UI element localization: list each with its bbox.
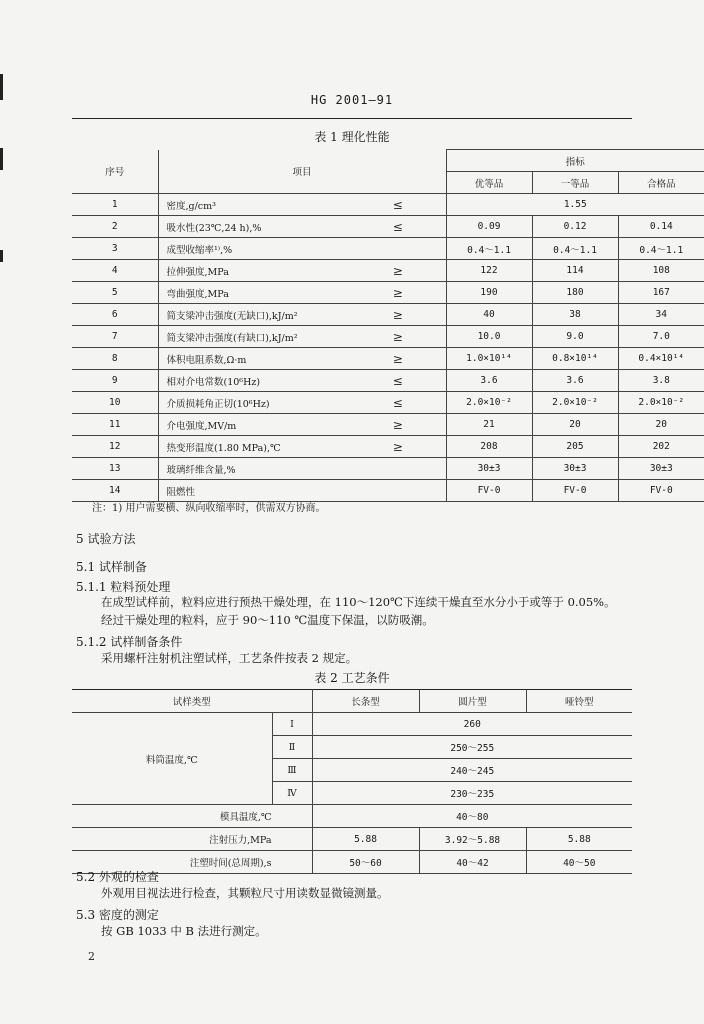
table1-cell-item: 热变形温度(1.80 MPa),℃: [158, 436, 350, 458]
table2: [72, 689, 632, 874]
table1-cell-grade-c: 34: [618, 304, 704, 326]
table1-caption: 表 1 理化性能: [314, 130, 390, 144]
table1-cell-grade-b: 0.4～1.1: [532, 238, 618, 260]
table1-cell-grade-a: 21: [446, 414, 532, 436]
table2-time-value: 50～60: [312, 851, 419, 874]
table2-head-dumbbell: 哑铃型: [526, 690, 632, 713]
table1-cell-no: 4: [72, 260, 158, 282]
table1-cell-symbol: [350, 238, 446, 260]
table1-head-grade-c: 合格品: [618, 172, 704, 194]
table1-cell-item: 体积电阻系数,Ω·m: [158, 348, 350, 370]
table1-cell-item: 简支梁冲击强度(无缺口),kJ/m²: [158, 304, 350, 326]
table2-pressure-label: 注射压力,MPa: [72, 828, 312, 851]
table1-cell-symbol: ≤: [350, 194, 446, 216]
section52-para1: 外观用目视法进行检查，其颗粒尺寸用读数显微镜测量。: [101, 886, 389, 900]
table1-cell-item: 介质损耗角正切(10⁶Hz): [158, 392, 350, 414]
section511-title: 5.1.1 粒料预处理: [76, 580, 171, 594]
table1-cell-symbol: ≥: [350, 282, 446, 304]
table2-zone-value: 230～235: [312, 782, 632, 805]
table1-cell-grade-a: 3.6: [446, 370, 532, 392]
table1-cell-no: 13: [72, 458, 158, 480]
table1-cell-grade-b: 0.8×10¹⁴: [532, 348, 618, 370]
table1-row: [72, 238, 704, 260]
section53-title: 5.3 密度的测定: [76, 908, 159, 922]
table1-cell-item: 拉伸强度,MPa: [158, 260, 350, 282]
table1-cell-item: 介电强度,MV/m: [158, 414, 350, 436]
table1-cell-grade-a: 10.0: [446, 326, 532, 348]
table2-zone: Ⅱ: [272, 736, 312, 759]
table1-cell-grade-a: 0.09: [446, 216, 532, 238]
table1-cell-grade-a: 190: [446, 282, 532, 304]
table1-cell-grade-c: 108: [618, 260, 704, 282]
table1-row: [72, 260, 704, 282]
table1-cell-item: 吸水性(23℃,24 h),%: [158, 216, 350, 238]
table1-cell-no: 14: [72, 480, 158, 502]
table1-cell-symbol: ≥: [350, 348, 446, 370]
table1-cell-grade-c: 30±3: [618, 458, 704, 480]
table1-note: 注：1) 用户需要横、纵向收缩率时，供需双方协商。: [92, 503, 326, 514]
table1-cell-symbol: ≥: [350, 436, 446, 458]
table1-cell-symbol: [350, 458, 446, 480]
table1-cell-grade-c: 0.4×10¹⁴: [618, 348, 704, 370]
table2-pressure-value: 5.88: [526, 828, 632, 851]
table2-time-value: 40～42: [419, 851, 526, 874]
table1-row: [72, 282, 704, 304]
table1-cell-grade-c: 167: [618, 282, 704, 304]
table2-head-long: 长条型: [312, 690, 419, 713]
table1-cell-grade-c: 202: [618, 436, 704, 458]
table2-barrel-label: 料筒温度,℃: [72, 713, 272, 805]
table1-cell-no: 6: [72, 304, 158, 326]
table1-cell-symbol: ≤: [350, 370, 446, 392]
table2-zone-value: 240～245: [312, 759, 632, 782]
page-number: 2: [88, 950, 95, 963]
table1-cell-symbol: ≥: [350, 260, 446, 282]
table1-head-no: 序号: [72, 150, 158, 194]
table1-cell-grade-c: 20: [618, 414, 704, 436]
table1-cell-grade-b: 0.12: [532, 216, 618, 238]
table1-cell-symbol: ≥: [350, 304, 446, 326]
table1-cell-no: 8: [72, 348, 158, 370]
table1-cell-item: 密度,g/cm³: [158, 194, 350, 216]
scan-edge-mark: [0, 148, 3, 170]
table1-cell-item: 阻燃性: [158, 480, 350, 502]
section511-para2: 经过干燥处理的粒料，应于 90～110 ℃温度下保温，以防吸潮。: [101, 613, 434, 627]
table1-cell-symbol: ≥: [350, 326, 446, 348]
table1-cell-symbol: [350, 480, 446, 502]
header-rule: [72, 118, 632, 119]
table1-cell-grade-a: 208: [446, 436, 532, 458]
table2-caption: 表 2 工艺条件: [314, 671, 390, 685]
section51-title: 5.1 试样制备: [76, 560, 147, 574]
table1-row: [72, 194, 704, 216]
table1-cell-item: 成型收缩率¹⁾,%: [158, 238, 350, 260]
table1-cell-grade-b: 205: [532, 436, 618, 458]
table1-cell-grade-b: 2.0×10⁻²: [532, 392, 618, 414]
table1-cell-grade-c: 3.8: [618, 370, 704, 392]
table2-time-value: 40～50: [526, 851, 632, 874]
table2-zone: Ⅳ: [272, 782, 312, 805]
table1-cell-no: 3: [72, 238, 158, 260]
table2-mold-label: 模具温度,℃: [72, 805, 312, 828]
table1-row: [72, 326, 704, 348]
table1-cell-grade-b: 30±3: [532, 458, 618, 480]
table1-cell-grade-b: 20: [532, 414, 618, 436]
table1-row: [72, 414, 704, 436]
table2-zone: Ⅰ: [272, 713, 312, 736]
table1-cell-grade-b: 3.6: [532, 370, 618, 392]
table1-cell-grade-a: 1.0×10¹⁴: [446, 348, 532, 370]
table1-cell-grade-b: 180: [532, 282, 618, 304]
table1-cell-no: 11: [72, 414, 158, 436]
table1-cell-no: 10: [72, 392, 158, 414]
section5-title: 5 试验方法: [76, 532, 136, 546]
table1-cell-item: 弯曲强度,MPa: [158, 282, 350, 304]
table1-cell-grade-a: 0.4～1.1: [446, 238, 532, 260]
table1-row: [72, 370, 704, 392]
table1-cell-grade-b: 38: [532, 304, 618, 326]
table2-mold-value: 40～80: [312, 805, 632, 828]
table1-cell-no: 12: [72, 436, 158, 458]
standard-code: HG 2001—91: [310, 93, 394, 107]
table2-head-type: 试样类型: [72, 690, 312, 713]
scan-edge-mark: [0, 250, 3, 262]
table1-cell-grade-a: FV-0: [446, 480, 532, 502]
table1-cell-grade-c: FV-0: [618, 480, 704, 502]
table1-cell-symbol: ≤: [350, 392, 446, 414]
table1-cell-grade-b: 9.0: [532, 326, 618, 348]
table1-row: [72, 436, 704, 458]
table1-row: [72, 304, 704, 326]
table1-cell-grade-a: 1.55: [446, 194, 704, 216]
table1-row: [72, 458, 704, 480]
table1-cell-grade-a: 30±3: [446, 458, 532, 480]
table1-cell-grade-c: 2.0×10⁻²: [618, 392, 704, 414]
table1-row: [72, 216, 704, 238]
section511-para1: 在成型试样前，粒料应进行预热干燥处理，在 110～120℃下连续干燥直至水分小于或等于 0.05%。: [101, 595, 616, 609]
table2-time-label: 注塑时间(总周期),s: [72, 851, 312, 874]
table1-cell-symbol: ≤: [350, 216, 446, 238]
table2-head-disc: 圆片型: [419, 690, 526, 713]
table2-zone-value: 250～255: [312, 736, 632, 759]
table2-pressure-value: 3.92～5.88: [419, 828, 526, 851]
table1-cell-no: 1: [72, 194, 158, 216]
table1-cell-grade-c: 7.0: [618, 326, 704, 348]
table1-cell-grade-c: 0.14: [618, 216, 704, 238]
table2-pressure-value: 5.88: [312, 828, 419, 851]
table1-head-grade-b: 一等品: [532, 172, 618, 194]
table1: [72, 149, 704, 502]
table1-cell-no: 2: [72, 216, 158, 238]
table2-zone-value: 260: [312, 713, 632, 736]
section53-para1: 按 GB 1033 中 B 法进行测定。: [101, 924, 267, 938]
table2-zone: Ⅲ: [272, 759, 312, 782]
table1-cell-grade-c: 0.4～1.1: [618, 238, 704, 260]
table1-cell-grade-a: 122: [446, 260, 532, 282]
table1-cell-grade-a: 40: [446, 304, 532, 326]
table1-row: [72, 348, 704, 370]
section512-title: 5.1.2 试样制备条件: [76, 635, 183, 649]
section512-para1: 采用螺杆注射机注塑试样，工艺条件按表 2 规定。: [101, 651, 358, 665]
table1-cell-item: 简支梁冲击强度(有缺口),kJ/m²: [158, 326, 350, 348]
table1-cell-grade-b: FV-0: [532, 480, 618, 502]
table1-cell-item: 相对介电常数(10⁶Hz): [158, 370, 350, 392]
table1-cell-symbol: ≥: [350, 414, 446, 436]
table1-head-grade-a: 优等品: [446, 172, 532, 194]
table1-cell-no: 9: [72, 370, 158, 392]
table1-head-index: 指标: [446, 150, 704, 172]
table1-cell-grade-b: 114: [532, 260, 618, 282]
table1-cell-item: 玻璃纤维含量,%: [158, 458, 350, 480]
table1-row: [72, 480, 704, 502]
table1-cell-no: 5: [72, 282, 158, 304]
table1-cell-grade-a: 2.0×10⁻²: [446, 392, 532, 414]
table1-cell-no: 7: [72, 326, 158, 348]
table1-head-item: 项目: [158, 150, 446, 194]
table1-row: [72, 392, 704, 414]
section52-title: 5.2 外观的检查: [76, 870, 159, 884]
